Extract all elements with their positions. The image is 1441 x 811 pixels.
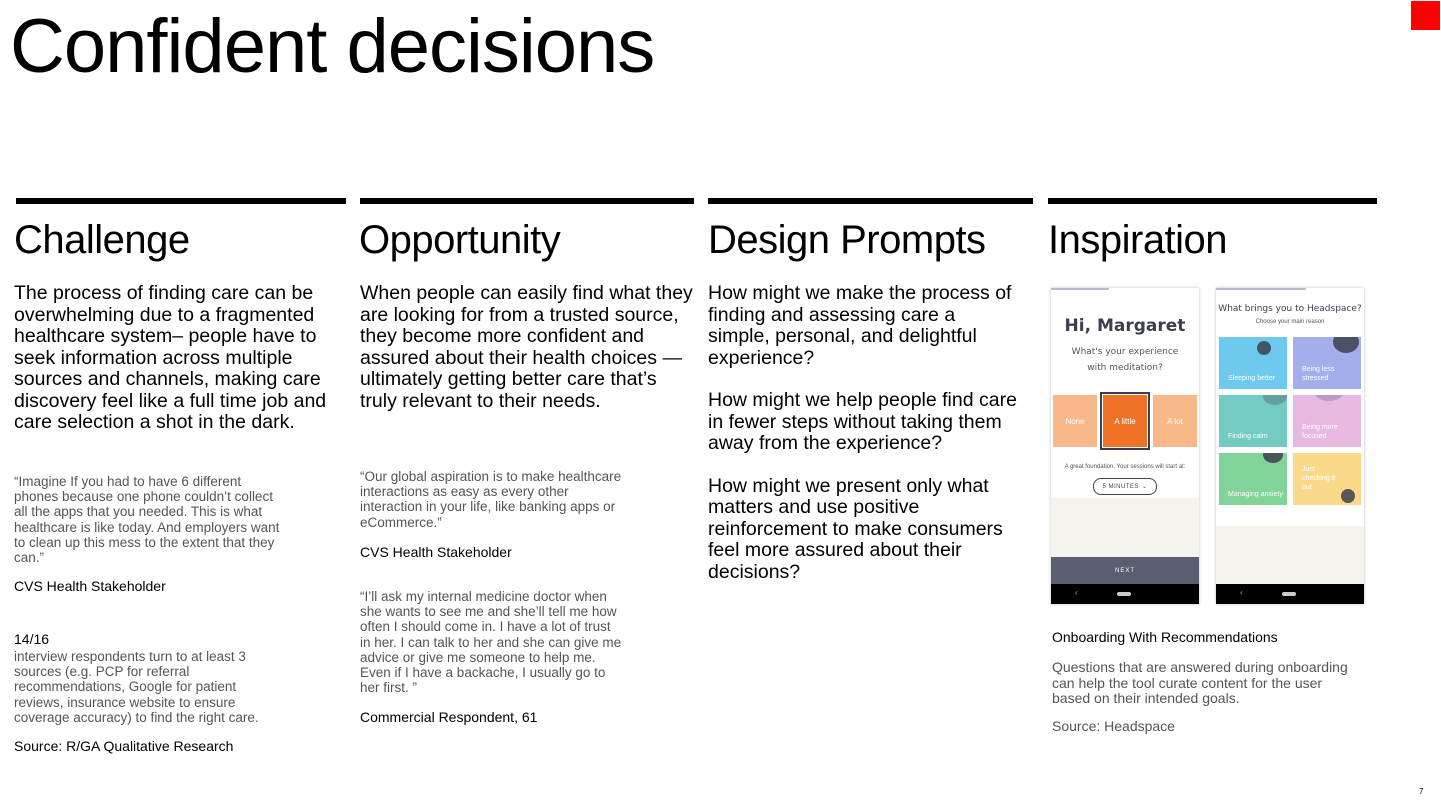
phone-question: What's your experience with meditation? xyxy=(1071,347,1179,373)
phone-note: A great foundation. Your sessions will start at: xyxy=(1064,464,1186,470)
option-a-little: A little xyxy=(1103,395,1147,447)
tile-label: Managing anxiety xyxy=(1228,491,1283,498)
home-icon xyxy=(1117,592,1131,596)
tile-being-less-stressed xyxy=(1293,337,1361,389)
illustration-icon xyxy=(1315,395,1343,401)
tile-label: Being less stressed xyxy=(1302,366,1335,382)
phone-greeting: Hi, Margaret xyxy=(1064,316,1186,336)
phone-nav-bar xyxy=(1216,584,1364,604)
option-none: None xyxy=(1053,395,1097,447)
inspiration-column xyxy=(1048,198,1377,264)
column-rule xyxy=(1048,198,1377,204)
design-prompts-heading: Design Prompts xyxy=(708,218,986,262)
design-prompts-column xyxy=(708,198,1033,264)
duration-pill xyxy=(1093,478,1157,495)
opportunity-quote-2-source: Commercial Respondent, 61 xyxy=(360,709,538,725)
challenge-stat-text: interview respondents turn to at least 3 sources (e.g. PCP for referral recommendations, Google for patient reviews, insurance website to ensure coverage accuracy) to find the right care. xyxy=(14,649,259,725)
column-rule xyxy=(16,198,346,204)
phone-screenshot-goals xyxy=(1216,288,1364,604)
challenge-heading: Challenge xyxy=(14,218,190,262)
tile-managing-anxiety xyxy=(1219,453,1287,505)
page-number: 7 xyxy=(1419,787,1424,796)
opportunity-column xyxy=(360,198,694,264)
phone-subtitle: Choose your main reason xyxy=(1255,319,1325,325)
phone-screenshot-experience xyxy=(1051,288,1199,604)
challenge-source: Source: R/GA Qualitative Research xyxy=(14,738,234,754)
challenge-quote-source: CVS Health Stakeholder xyxy=(14,578,166,594)
illustration-icon xyxy=(1263,395,1287,405)
chevron-down-icon: ⌄ xyxy=(1141,484,1148,490)
design-prompt-2: How might we help people find care in fewer steps without taking them away from the experience? xyxy=(708,389,1017,454)
tile-sleeping-better xyxy=(1219,337,1287,389)
opportunity-heading: Opportunity xyxy=(359,218,561,262)
progress-bar xyxy=(1051,288,1109,290)
challenge-column xyxy=(16,198,346,264)
tile-label: Being more focused xyxy=(1302,424,1338,440)
opportunity-quote-2: “I’ll ask my internal medicine doctor when she wants to see me and she’ll tell me how often I should come in. I have a lot of trust in her. I can talk to her and she can give me advice or give me someone to help me. Even if I have a backache, I usually go to her first. ” xyxy=(360,589,622,696)
illustration-icon xyxy=(1341,489,1355,503)
opportunity-quote-1: “Our global aspiration is to make healthcare interactions as easy as every other interaction in your life, like banking apps or eCommerce.” xyxy=(360,469,622,530)
decorative-footer xyxy=(1216,526,1364,586)
inspiration-source: Source: Headspace xyxy=(1052,718,1175,734)
duration-label: 5 MINUTES xyxy=(1102,483,1139,490)
inspiration-caption-title: Onboarding With Recommendations xyxy=(1052,629,1278,645)
inspiration-caption-text: Questions that are answered during onboarding can help the tool curate content for the user based on their intended goals. xyxy=(1052,659,1348,706)
column-rule xyxy=(360,198,694,204)
tile-just-checking-it-out xyxy=(1293,453,1361,505)
progress-bar xyxy=(1216,288,1306,290)
challenge-stat-value: 14/16 xyxy=(14,631,50,647)
opportunity-lead: When people can easily find what they are looking for from a trusted source, they become more confident and assured about their health choices — ultimately getting better care that’s truly relevant to their needs. xyxy=(360,282,693,412)
opportunity-quote-1-source: CVS Health Stakeholder xyxy=(360,544,512,560)
phone-question: What brings you to Headspace? xyxy=(1218,304,1362,314)
option-a-lot: A lot xyxy=(1153,395,1197,447)
challenge-quote: “Imagine If you had to have 6 different phones because one phone couldn’t collect all the apps that you needed. This is what healthcare is like today. And employers want to clean up this mess to the extent that they can.” xyxy=(14,474,280,566)
tile-finding-calm xyxy=(1219,395,1287,447)
back-icon: ‹ xyxy=(1240,588,1243,597)
column-rule xyxy=(708,198,1033,204)
tile-being-more-focused xyxy=(1293,395,1361,447)
phone-nav-bar xyxy=(1051,584,1199,604)
design-prompts-list xyxy=(708,283,1018,604)
design-prompt-1: How might we make the process of finding and assessing care a simple, personal, and delightful experience? xyxy=(708,282,1012,369)
home-icon xyxy=(1282,592,1296,596)
illustration-icon xyxy=(1257,341,1271,355)
next-button: NEXT xyxy=(1051,557,1199,584)
illustration-icon xyxy=(1333,337,1359,353)
illustration-icon xyxy=(1263,453,1283,463)
challenge-lead: The process of finding care can be overwhelming due to a fragmented healthcare system– people have to seek information across multiple sources and channels, making care discovery feel like a full time job and care selection a shot in the dark. xyxy=(14,282,327,433)
tile-label: Finding calm xyxy=(1228,433,1268,440)
decorative-wave xyxy=(1051,498,1199,558)
back-icon: ‹ xyxy=(1075,588,1078,597)
tile-label: Sleeping better xyxy=(1228,375,1276,382)
accent-square xyxy=(1411,1,1440,30)
tile-label: Just checking it out xyxy=(1302,466,1336,491)
page-title: Confident decisions xyxy=(10,4,655,89)
inspiration-heading: Inspiration xyxy=(1048,218,1228,262)
design-prompt-3: How might we present only what matters and use positive reinforcement to make consumers feel more assured about their decisions? xyxy=(708,474,1003,583)
